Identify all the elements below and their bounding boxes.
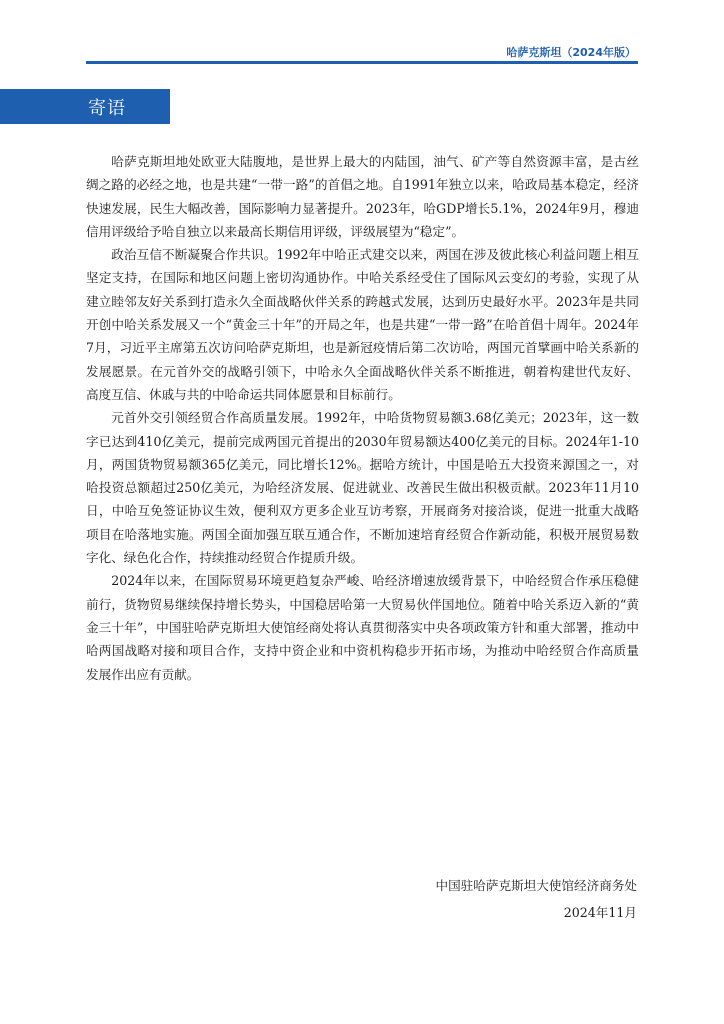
paragraph-economic-trade: 元首外交引领经贸合作高质量发展。1992年，中哈货物贸易额3.68亿美元；2023年，这一数字已达到410亿美元，提前完成两国元首提出的2030年贸易额达400亿美元的目标。2024年1-10月，两国货物贸易额365亿美元，同比增长12%。据哈方统计，中国是哈五大投资来源国之一，对哈投资总额超过250亿美元，为哈经济发展、促进就业、改善民生做出积极贡献。2023年11月10日，中哈互免签证协议生效，便利双方更多企业互访考察，开展商务对接洽谈，促进一批重大战略项目在哈落地实施。两国全面加强互联互通合作，不断加速培育经贸合作新动能，积极开展贸易数字化、绿色化合作，持续推动经贸合作提质升级。 xyxy=(86,410,639,566)
section-banner xyxy=(0,89,170,124)
paragraph-outlook: 2024年以来，在国际贸易环境更趋复杂严峻、哈经济增速放缓背景下，中哈经贸合作承压稳健前行，货物贸易继续保持增长势头，中国稳居哈第一大贸易伙伴国地位。随着中哈关系迈入新的“黄金三十年”，中国驻哈萨克斯坦大使馆经商处将认真贯彻落实中央各项政策方针和重大部署，推动中哈两国战略对接和项目合作，支持中资企业和中资机构稳步开拓市场，为推动中哈经贸合作高质量发展作出应有贡献。 xyxy=(86,573,639,682)
section-title: 寄语 xyxy=(88,98,126,119)
body-text xyxy=(86,150,639,686)
paragraph-intro: 哈萨克斯坦地处欧亚大陆腹地，是世界上最大的内陆国，油气、矿产等自然资源丰富，是古丝绸之路的必经之地，也是共建“一带一路”的首倡之地。自1991年独立以来，哈政局基本稳定，经济快速发展，民生大幅改善，国际影响力显著提升。2023年，哈GDP增长5.1%，2024年9月，穆迪信用评级给予哈自独立以来最高长期信用评级，评级展望为“稳定”。 xyxy=(86,154,639,239)
document-title: 哈萨克斯坦（2024年版） xyxy=(506,46,636,59)
header-divider xyxy=(86,61,638,64)
signature-date: 2024年11月 xyxy=(563,905,637,920)
paragraph-political-trust: 政治互信不断凝聚合作共识。1992年中哈正式建交以来，两国在涉及彼此核心利益问题上相互坚定支持，在国际和地区问题上密切沟通协作。中哈关系经受住了国际风云变幻的考验，实现了从建立睦邻友好关系到打造永久全面战略伙伴关系的跨越式发展，达到历史最好水平。2023年是共同开创中哈关系发展又一个“黄金三十年”的开局之年，也是共建“一带一路”在哈首倡十周年。2024年7月，习近平主席第五次访问哈萨克斯坦，也是新冠疫情后第二次访哈，两国元首擘画中哈关系新的发展愿景。在元首外交的战略引领下，中哈永久全面战略伙伴关系不断推进，朝着构建世代友好、高度互信、休戚与共的中哈命运共同体愿景和目标前行。 xyxy=(86,247,639,402)
signature-organization: 中国驻哈萨克斯坦大使馆经济商务处 xyxy=(435,878,637,893)
